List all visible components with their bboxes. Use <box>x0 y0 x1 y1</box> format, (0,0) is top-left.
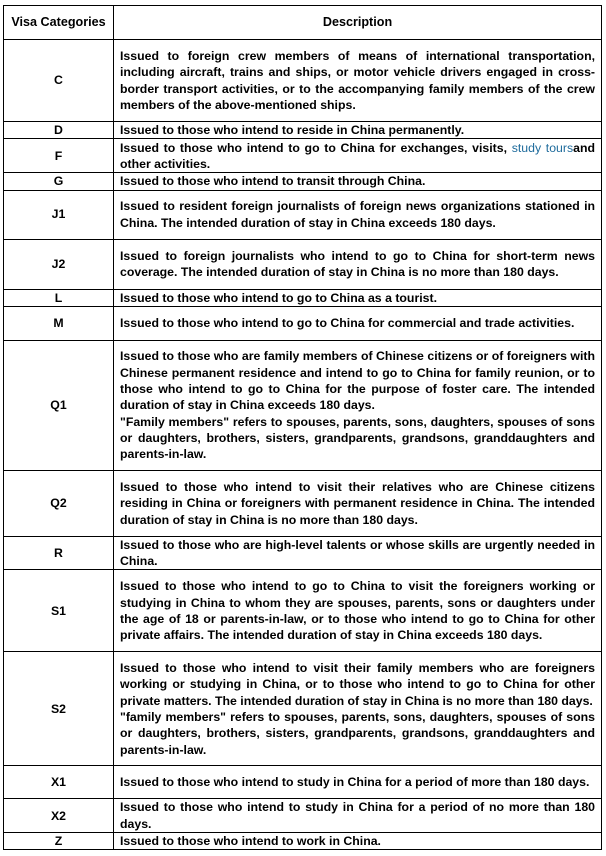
visa-description <box>114 139 602 173</box>
table-row <box>4 306 602 340</box>
table-row <box>4 799 602 833</box>
visa-description: Issued to foreign crew members of means of international transportation, including aircraft, trains and ships, or motor vehicle drivers engaged in cross-border transport activities, or to the accompanying family members of the crew members of the above-mentioned ships. <box>114 40 602 122</box>
table-row <box>4 766 602 799</box>
visa-description <box>114 652 602 766</box>
table-row <box>4 173 602 190</box>
visa-category: J1 <box>4 190 114 239</box>
visa-description: Issued to those who intend to go to China for commercial and trade activities. <box>114 306 602 340</box>
table-row <box>4 289 602 306</box>
visa-description: Issued to those who intend to work in China. <box>114 833 602 850</box>
visa-description: Issued to those who intend to study in China for a period of more than 180 days. <box>114 766 602 799</box>
table-row <box>4 122 602 139</box>
table-row <box>4 470 602 536</box>
table-row <box>4 652 602 766</box>
visa-category: X2 <box>4 799 114 833</box>
visa-description: Issued to those who intend to go to China to visit the foreigners working or studying in China to whom they are spouses, parents, sons or daughters under the age of 18 or parents-in-law, or to those who intend to go to China for other private affairs. The intended duration of stay in China exceeds 180 days. <box>114 570 602 652</box>
visa-description: Issued to foreign journalists who intend to go to China for short-term news coverage. The intended duration of stay in China is no more than 180 days. <box>114 239 602 289</box>
table-header-row <box>4 6 602 40</box>
visa-category: D <box>4 122 114 139</box>
table-row <box>4 833 602 850</box>
visa-description: Issued to those who intend to go to China as a tourist. <box>114 289 602 306</box>
visa-description: Issued to those who are high-level talents or whose skills are urgently needed in China. <box>114 536 602 570</box>
visa-category: M <box>4 306 114 340</box>
study-tours-link[interactable]: study tours <box>511 140 574 155</box>
visa-category: Q2 <box>4 470 114 536</box>
visa-category: S2 <box>4 652 114 766</box>
visa-description: Issued to those who intend to visit their relatives who are Chinese citizens residing in China or foreigners with permanent residence in China. The intended duration of stay in China is no more than 180 days. <box>114 470 602 536</box>
family-members-note: "Family members" refers to spouses, parents, sons, daughters, spouses of sons or daughters, brothers, sisters, grandparents, grandsons, granddaughters and parents-in-law. <box>120 414 595 462</box>
table-row <box>4 570 602 652</box>
visa-description: Issued to those who intend to transit through China. <box>114 173 602 190</box>
visa-category: F <box>4 139 114 173</box>
visa-category: G <box>4 173 114 190</box>
visa-category: X1 <box>4 766 114 799</box>
table-row <box>4 139 602 173</box>
description-text: Issued to those who are family members of Chinese citizens or of foreigners with Chinese permanent residence and intend to go to China for family reunion, or to those who intend to go to China for the purpose of foster care. The intended duration of stay in China exceeds 180 days. <box>120 349 595 413</box>
header-description: Description <box>114 6 602 40</box>
header-category: Visa Categories <box>4 6 114 40</box>
visa-category: J2 <box>4 239 114 289</box>
visa-category: Q1 <box>4 340 114 470</box>
visa-category: R <box>4 536 114 570</box>
visa-category: L <box>4 289 114 306</box>
table-row <box>4 536 602 570</box>
family-members-note: "family members" refers to spouses, parents, sons, daughters, spouses of sons or daughters, brothers, sisters, grandparents, grandsons, granddaughters and parents-in-law. <box>120 709 595 757</box>
description-text: Issued to those who intend to go to China for exchanges, visits, <box>120 140 512 155</box>
description-text: Issued to those who intend to visit their family members who are foreigners working or studying in China, or to those who intend to go to China for other private matters. The intended duration of stay in China is no more than 180 days. <box>120 661 595 708</box>
visa-category: Z <box>4 833 114 850</box>
description-text: and other activities. <box>120 140 595 171</box>
visa-category: C <box>4 40 114 122</box>
visa-category: S1 <box>4 570 114 652</box>
table-row <box>4 239 602 289</box>
visa-description <box>114 340 602 470</box>
table-row <box>4 190 602 239</box>
table-row <box>4 40 602 122</box>
visa-description: Issued to those who intend to study in China for a period of no more than 180 days. <box>114 799 602 833</box>
visa-description: Issued to those who intend to reside in China permanently. <box>114 122 602 139</box>
table-row <box>4 340 602 470</box>
visa-description: Issued to resident foreign journalists of foreign news organizations stationed in China. The intended duration of stay in China exceeds 180 days. <box>114 190 602 239</box>
visa-categories-table <box>3 5 602 850</box>
